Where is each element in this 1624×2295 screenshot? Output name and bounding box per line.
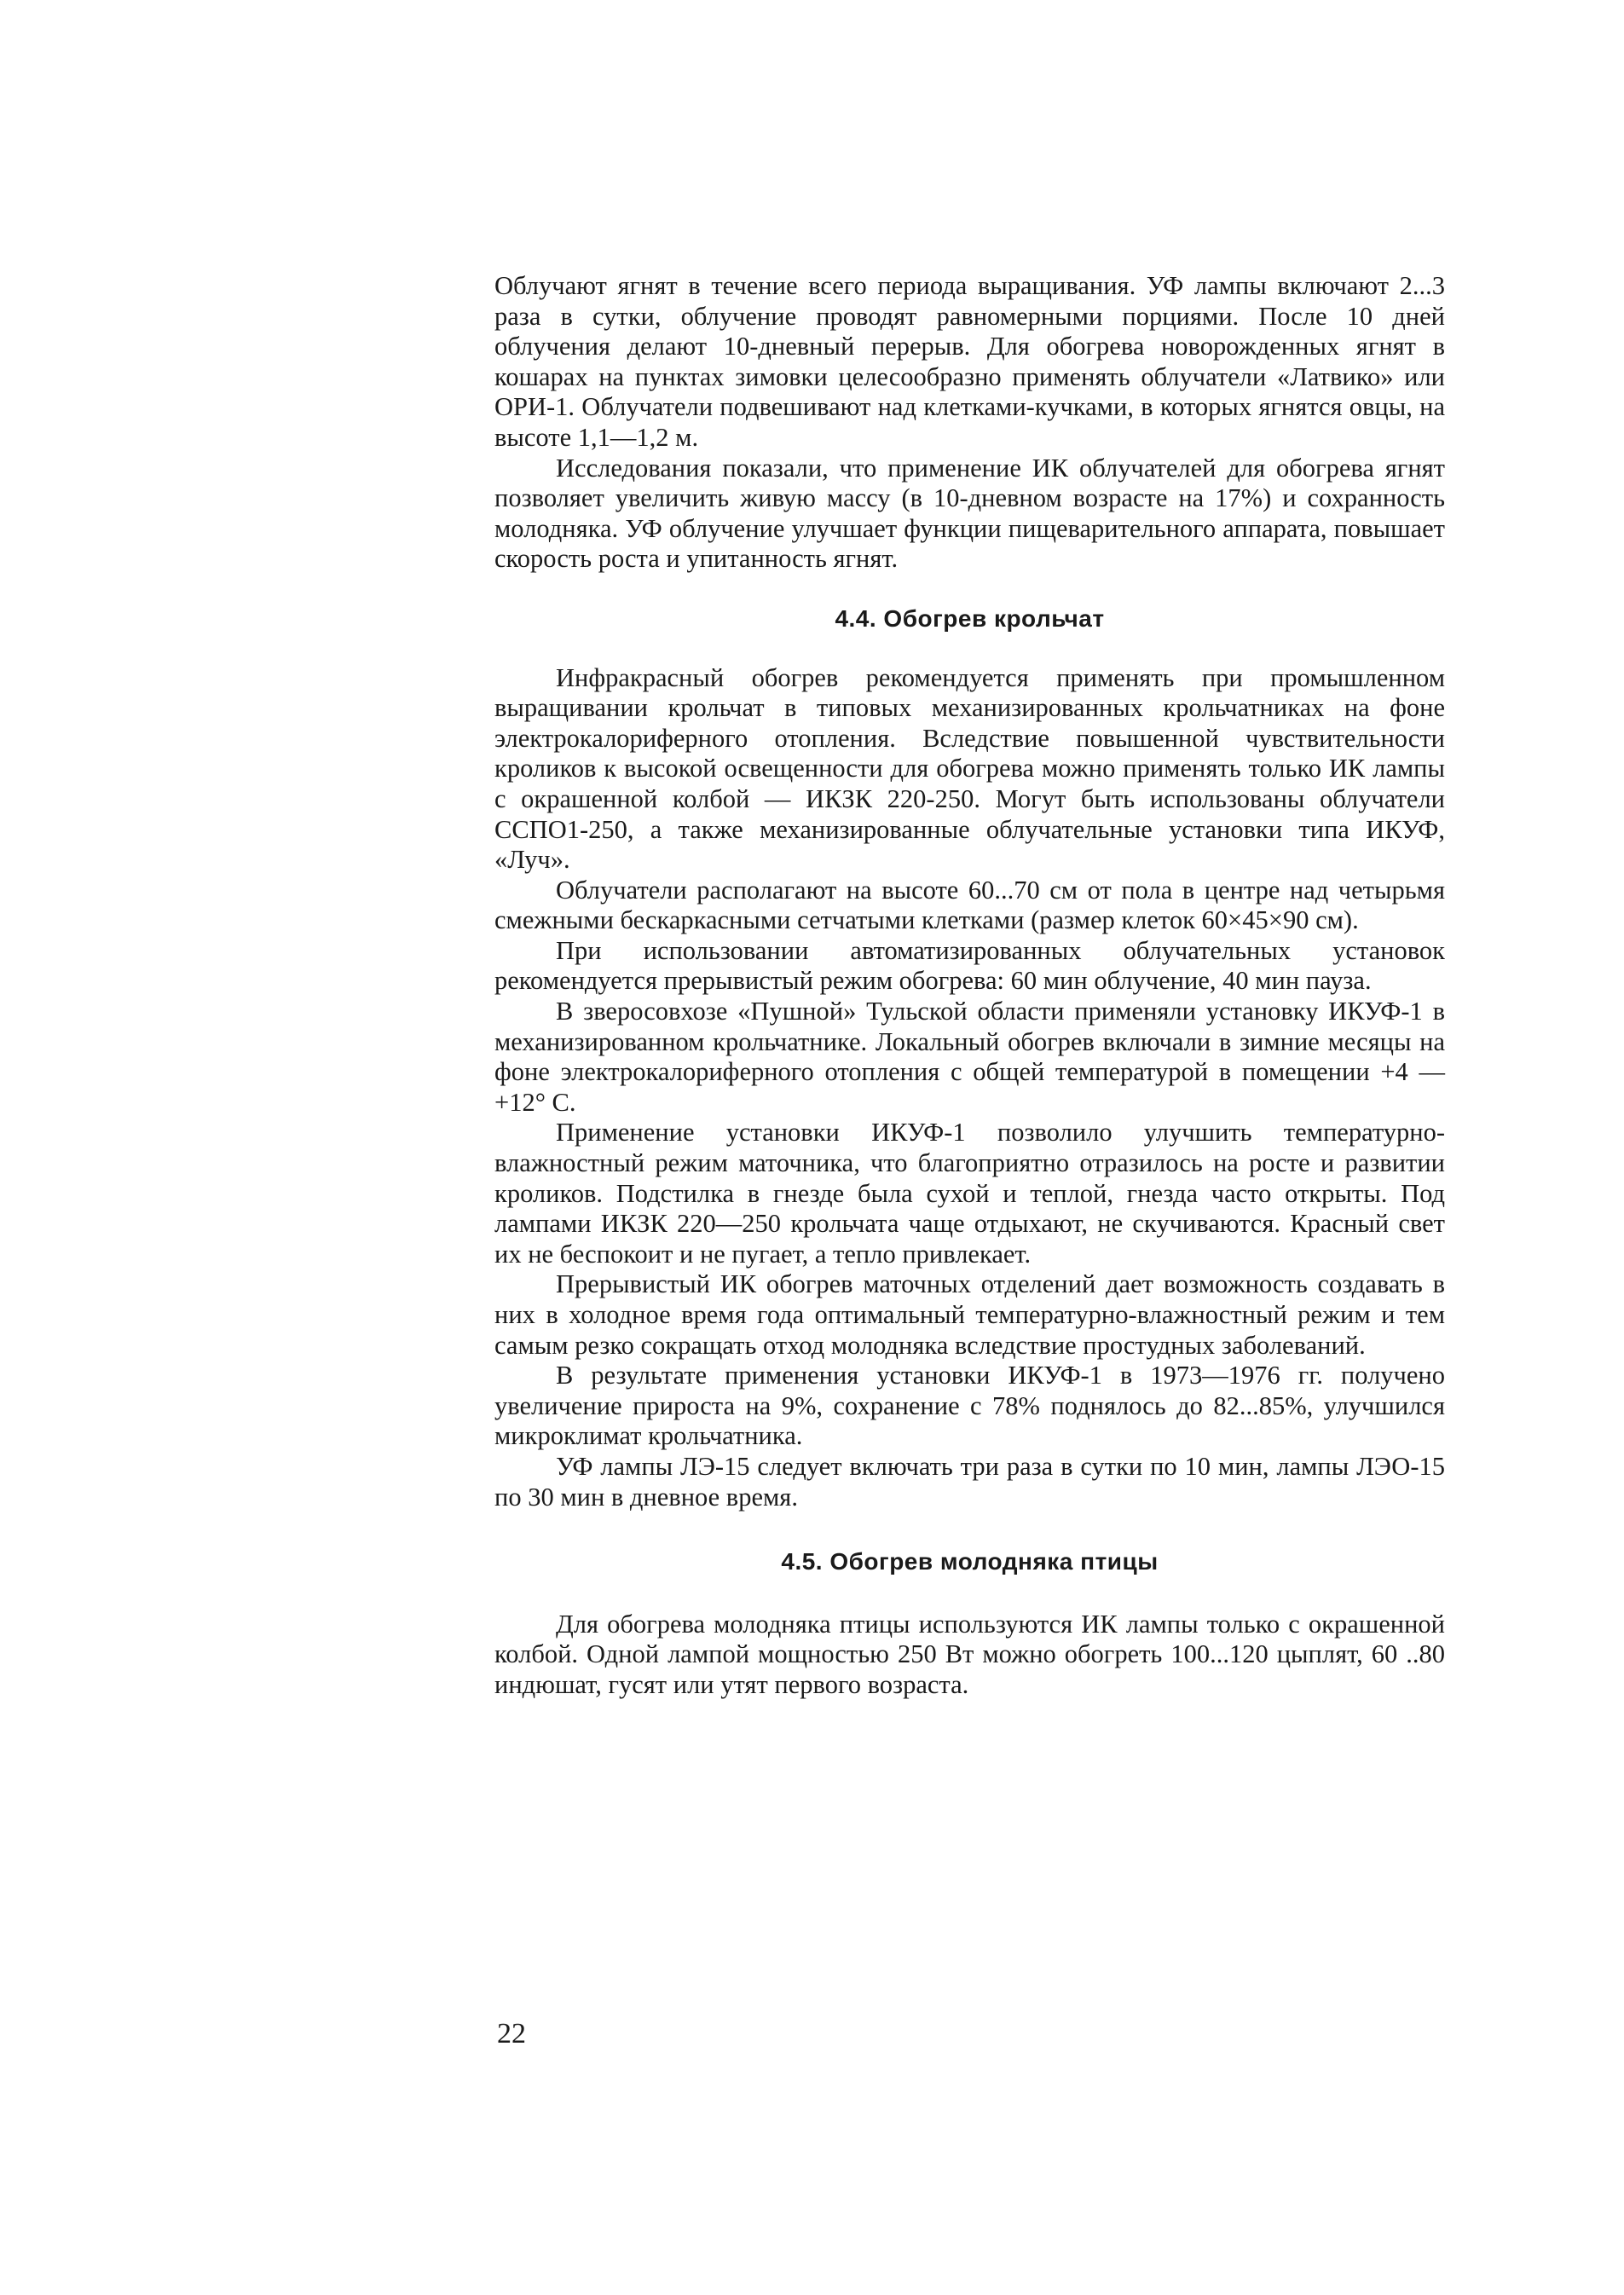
body-paragraph: Инфракрасный обогрев рекомендуется применять при промышленном выращивании крольчат в типовых механизированных крольчатниках на фоне электрокалориферного отопления. Вследствие повышенной чувствительности кроликов к высокой освещенности для обогрева можно применять только ИК лампы с окрашенной колбой — ИКЗК 220-250. Могут быть использованы облучатели ССПО1-250, а также механизированные облучательные установки типа ИКУФ, «Луч». <box>494 662 1445 875</box>
body-paragraph: В зверосовхозе «Пушной» Тульской области применяли установку ИКУФ-1 в механизированном крольчатнике. Локальный обогрев включали в зимние месяцы на фоне электрокалориферного отопления с общей температурой в помещении +4 — +12° С. <box>494 997 1445 1117</box>
body-paragraph: Применение установки ИКУФ-1 позволило улучшить температурно-влажностный режим маточника, что благоприятно отразилось на росте и развитии кроликов. Подстилка в гнезде была сухой и теплой, гнезда часто открыты. Под лампами ИКЗК 220—250 крольчата чаще отдыхают, не скучиваются. Красный свет их не беспокоит и не пугает, а тепло привлекает. <box>494 1118 1445 1269</box>
body-paragraph: Прерывистый ИК обогрев маточных отделений дает возможность создавать в них в холодное время года оптимальный температурно-влажностный режим и тем самым резко сокращать отход молодняка вследствие простудных заболеваний. <box>494 1269 1445 1360</box>
section-heading: 4.4. Обогрев крольчат <box>835 604 1105 632</box>
body-paragraph: Исследования показали, что применение ИК облучателей для обогрева ягнят позволяет увеличить живую массу (в 10-дневном возрасте на 17%) и сохранность молодняка. УФ облучение улучшает функции пищеварительного аппарата, повышает скорость роста и упитанность ягнят. <box>494 453 1445 574</box>
page-content <box>494 271 1445 1701</box>
body-paragraph: При использовании автоматизированных облучательных установок рекомендуется прерывистый режим обогрева: 60 мин облучение, 40 мин пауза. <box>494 935 1445 996</box>
section-heading: 4.5. Обогрев молодняка птицы <box>781 1548 1159 1575</box>
body-paragraph: УФ лампы ЛЭ-15 следует включать три раза в сутки по 10 мин, лампы ЛЭО-15 по 30 мин в дневное время. <box>494 1451 1445 1512</box>
body-paragraph: Облучают ягнят в течение всего периода выращивания. УФ лампы включают 2...3 раза в сутки, облучение проводят равномерными порциями. После 10 дней облучения делают 10-дневный перерыв. Для обогрева новорожденных ягнят в кошарах на пунктах зимовки целесообразно применять облучатели «Латвико» или ОРИ-1. Облучатели подвешивают над клетками-кучками, в которых ягнятся овцы, на высоте 1,1—1,2 м. <box>494 271 1445 452</box>
body-paragraph: Облучатели располагают на высоте 60...70 см от пола в центре над четырьмя смежными бескаркасными сетчатыми клетками (размер клеток 60×45×90 см). <box>494 875 1445 935</box>
body-paragraph: В результате применения установки ИКУФ-1 в 1973—1976 гг. получено увеличение прироста на 9%, сохранение с 78% поднялось до 82...85%, улучшился микроклимат крольчатника. <box>494 1361 1445 1451</box>
page-number: 22 <box>497 2018 526 2049</box>
body-paragraph: Для обогрева молодняка птицы используются ИК лампы только с окрашенной колбой. Одной лампой мощностью 250 Вт можно обогреть 100...120 цыплят, 60 ..80 индюшат, гусят или утят первого возраста. <box>494 1609 1445 1699</box>
